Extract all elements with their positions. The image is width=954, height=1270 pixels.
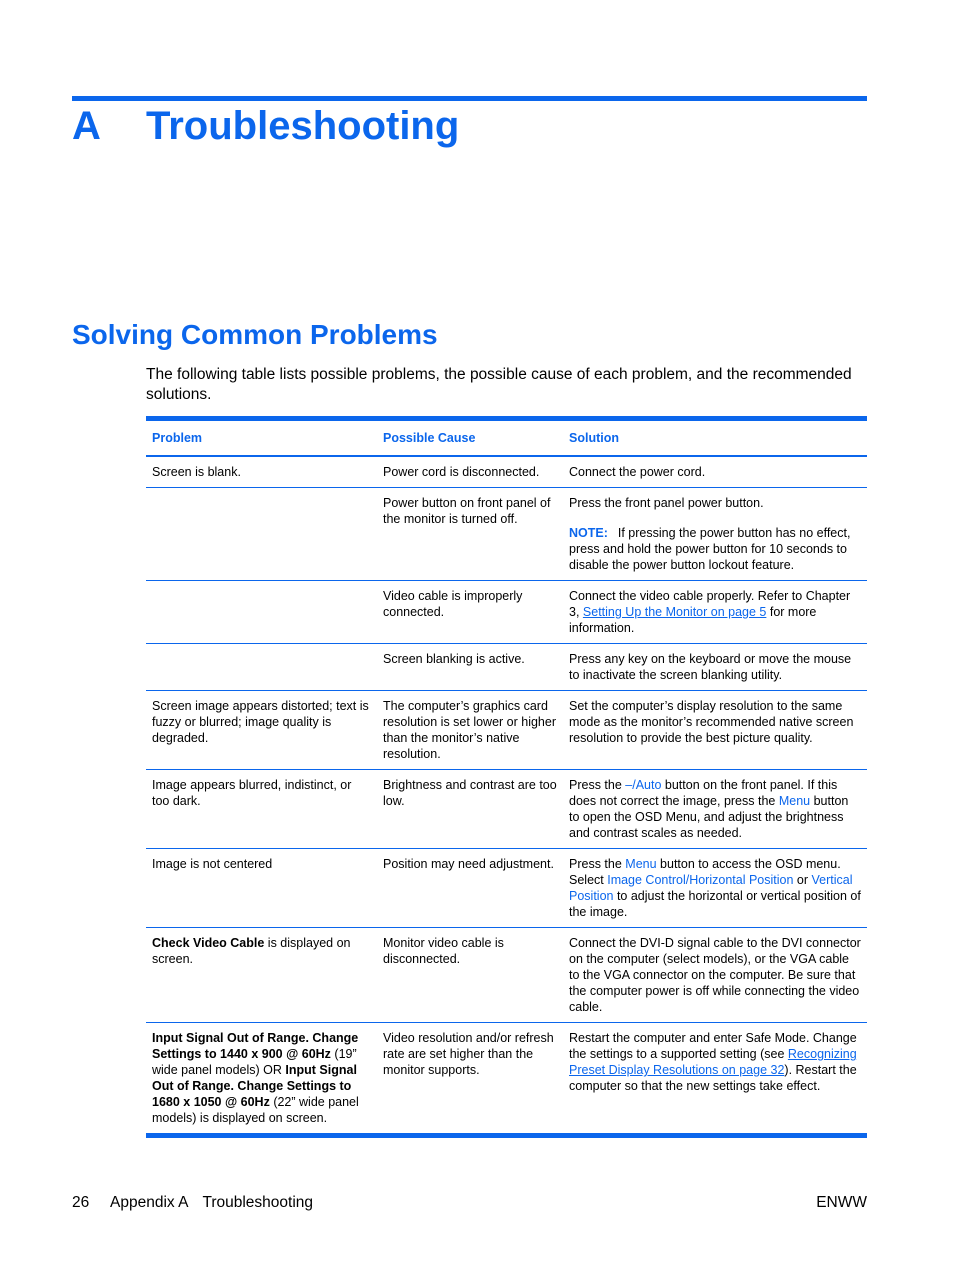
vertical-position-option: Vertical Position [569,873,853,903]
problem-message: Input Signal Out of Range. Change Settings to 1680 x 1050 @ 60Hz [152,1063,357,1109]
troubleshooting-table [146,416,867,1138]
table-row [146,488,867,581]
solution-cell: Set the computer’s display resolution to the same mode as the monitor’s recommended native screen resolution to provide the best picture quality. [569,699,854,745]
problem-message: Check Video Cable [152,936,265,950]
problem-text: (19” wide panel models) OR [152,1047,357,1077]
problem-cell: Image is not centered [152,857,273,871]
preset-resolutions-link[interactable]: Recognizing Preset Display Resolutions on page 32 [569,1047,857,1077]
solution-cell [563,1023,867,1136]
auto-button-name: –/Auto [625,778,662,792]
solution-text: Connect the video cable properly. Refer to Chapter 3, [569,589,851,619]
solution-cell [563,849,867,928]
problem-cell [146,1023,377,1136]
page-number: 26 [72,1194,90,1211]
section-title: Solving Common Problems [72,319,438,350]
chapter-letter: A [72,104,101,148]
header-problem: Problem [152,431,203,445]
table-row [146,581,867,644]
chapter-top-rule [72,96,867,101]
problem-cell: Image appears blurred, indistinct, or too dark. [152,778,352,808]
footer-section [110,1193,313,1213]
table-row [146,456,867,488]
problem-cell: Screen is blank. [152,465,241,479]
problem-text: (22” wide panel models) is displayed on screen. [152,1095,359,1125]
solution-text: Restart the computer and enter Safe Mode. Change the settings to a supported setting (see [569,1031,857,1061]
cause-cell: Power cord is disconnected. [383,465,540,479]
solution-cell [563,488,867,581]
chapter-title: Troubleshooting [146,104,460,148]
header-solution: Solution [569,431,619,445]
horizontal-position-option: Image Control/Horizontal Position [607,873,794,887]
solution-text: button to access the OSD menu. Select [569,857,841,887]
solution-cell [563,770,867,849]
table-row [146,928,867,1023]
problem-message: Input Signal Out of Range. Change Settings to 1440 x 900 @ 60Hz [152,1031,359,1061]
note-text: If pressing the power button has no effect, press and hold the power button for 10 seconds to disable the power button lockout feature. [569,526,851,572]
menu-button-name: Menu [778,794,811,808]
problem-cell [146,928,377,1023]
solution-cell: Connect the DVI-D signal cable to the DVI connector on the computer (select models), or the VGA cable to the VGA connector on the computer. Be sure that the computer power is off while connecting the video cable. [569,936,861,1014]
solution-text: or [793,873,812,887]
table-row [146,691,867,770]
footer-appendix: Appendix A [110,1194,189,1211]
cause-cell: Brightness and contrast are too low. [383,778,557,808]
cause-cell: Position may need adjustment. [383,857,554,871]
solution-text: Press the [569,857,626,871]
table-row [146,1023,867,1136]
doc-code: ENWW [816,1194,867,1211]
problem-cell [146,488,377,581]
cause-cell: Screen blanking is active. [383,652,525,666]
solution-cell: Press any key on the keyboard or move the mouse to inactivate the screen blanking utility. [569,652,852,682]
cause-cell: Power button on front panel of the monitor is turned off. [383,496,551,526]
problem-cell [146,581,377,644]
table-row [146,849,867,928]
table-header [146,419,867,457]
menu-button-name: Menu [625,857,657,871]
problem-cell: Screen image appears distorted; text is fuzzy or blurred; image quality is degraded. [152,699,369,745]
solution-text: for more information. [569,605,817,635]
solution-text: Press the [569,778,626,792]
solution-cell [563,581,867,644]
cause-cell: Video resolution and/or refresh rate are set higher than the monitor supports. [383,1031,554,1077]
table-row [146,644,867,691]
note-label: NOTE: [569,526,608,540]
cause-cell: The computer’s graphics card resolution is set lower or higher than the monitor’s native resolution. [383,699,556,761]
setting-up-monitor-link[interactable]: Setting Up the Monitor on page 5 [582,605,767,619]
solution-text: button on the front panel. If this does not correct the image, press the [569,778,838,808]
intro-paragraph: The following table lists possible problems, the possible cause of each problem, and the recommended solutions. [146,366,852,403]
footer-section-title: Troubleshooting [202,1194,314,1211]
solution-text: button to open the OSD Menu, and adjust the brightness and contrast scales as needed. [569,794,849,840]
solution-cell: Connect the power cord. [569,465,706,479]
solution-text: Press the front panel power button. [569,496,764,510]
note [569,525,861,573]
cause-cell: Video cable is improperly connected. [383,589,523,619]
solution-text: ). Restart the computer so that the new settings take effect. [569,1063,857,1093]
cause-cell: Monitor video cable is disconnected. [383,936,504,966]
header-possible-cause: Possible Cause [383,431,476,445]
table-row [146,770,867,849]
solution-text: to adjust the horizontal or vertical position of the image. [569,889,861,919]
problem-text: is displayed on screen. [152,936,351,966]
problem-cell [146,644,377,691]
